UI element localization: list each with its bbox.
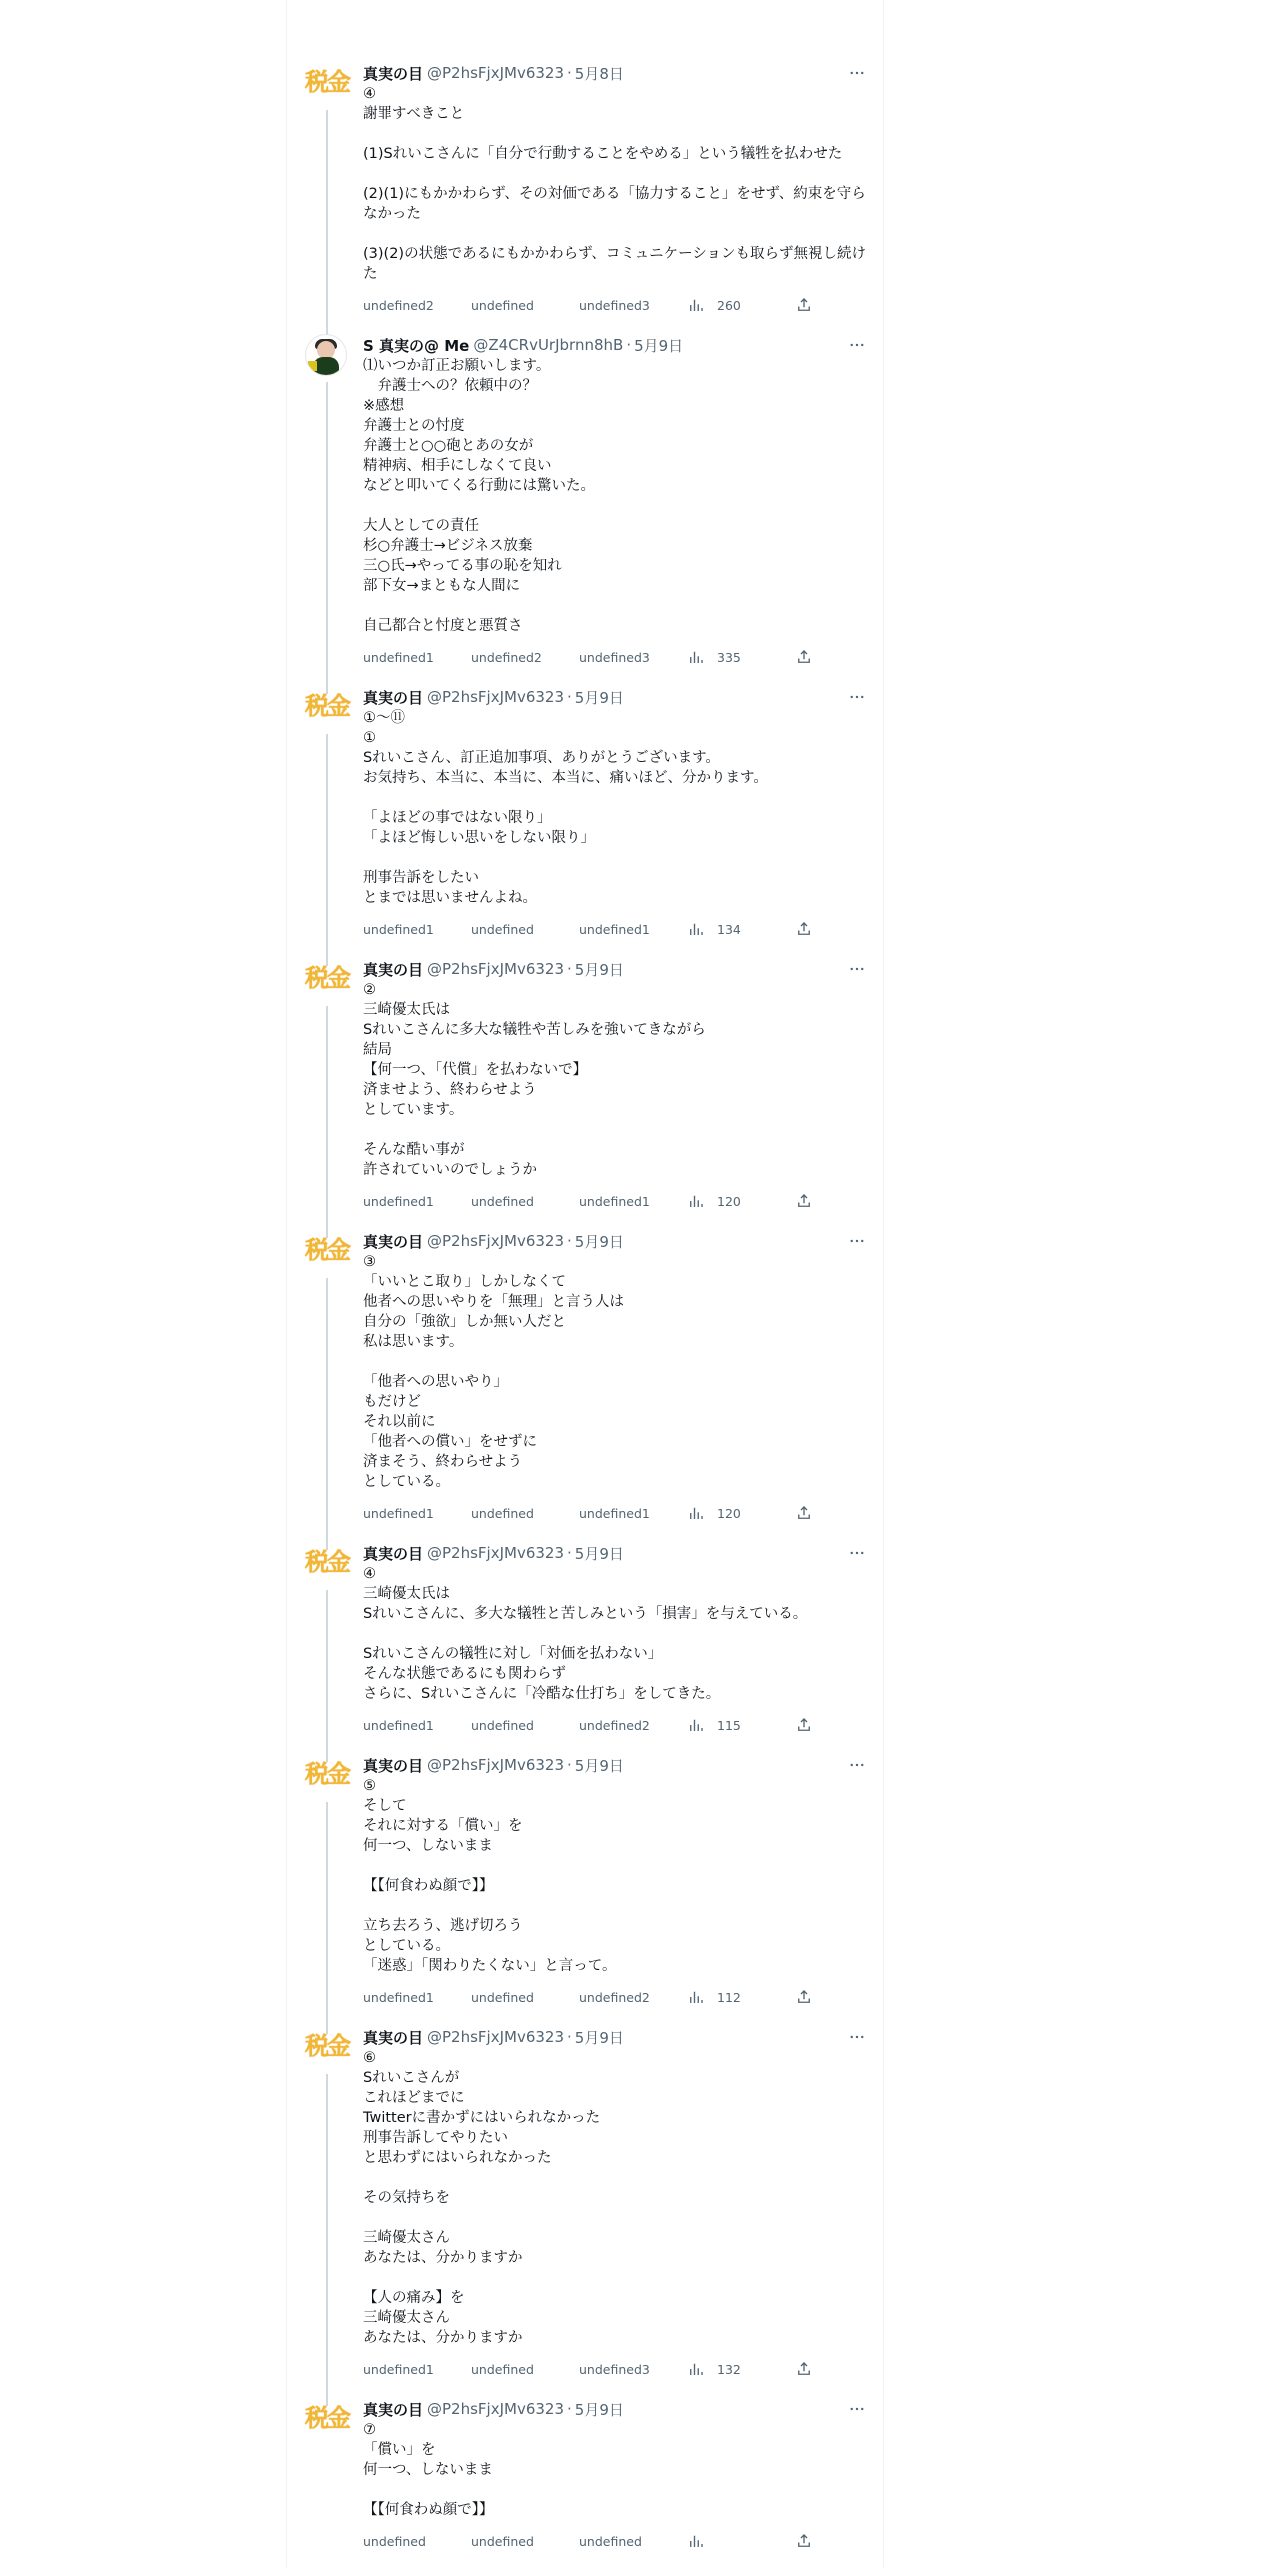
tweet[interactable] (287, 958, 883, 1230)
like-button[interactable] (579, 2362, 687, 2377)
tweet-date[interactable]: 5月9日 (574, 1756, 624, 1775)
share-button[interactable] (795, 920, 825, 938)
like-icon: undefined (579, 1989, 642, 2005)
retweet-icon: undefined (471, 297, 534, 313)
dot-separator: · (567, 2028, 572, 2046)
avatar[interactable] (301, 2398, 353, 2450)
share-icon (795, 296, 825, 314)
tweet-text: ⑤ そして それに対する「償い」を 何一つ、しないまま 【【何食わぬ顔で】】 立ち去ろう、逃げ切ろう としている。 「迷惑」「関わりたくない」と言って。 (363, 1778, 617, 1974)
tweet-date[interactable]: 5月9日 (634, 336, 684, 355)
retweet-icon: undefined (471, 1193, 534, 1209)
more-options-icon[interactable] (847, 959, 867, 979)
views-button[interactable] (687, 2532, 795, 2550)
share-icon (795, 1504, 825, 1522)
retweet-button[interactable] (471, 1506, 579, 1521)
tweet-actions (363, 292, 867, 318)
tweet-text: ④ 謝罪すべきこと (1)Sれいこさんに「自分で行動することをやめる」という犠牲を払わせた (2)(1)にもかかわらず、その対価である「協力すること」をせず、約束を守らなかった (3)(2)の状態であるにもかかわらず、コミュニケーションも取らず無視し続けた (363, 86, 867, 282)
like-count: 3 (641, 649, 650, 665)
user-handle[interactable]: @P2hsFjxJMv6323 (427, 1544, 565, 1562)
reply-icon: undefined (363, 1989, 426, 2005)
like-button[interactable] (579, 1506, 687, 1521)
views-button[interactable] (687, 1716, 795, 1734)
views-count: 120 (717, 1193, 741, 1209)
share-button[interactable] (795, 1192, 825, 1210)
tweet-date[interactable]: 5月9日 (574, 2028, 624, 2047)
views-button[interactable] (687, 920, 795, 938)
like-count: 2 (641, 1989, 650, 2005)
dot-separator: · (567, 688, 572, 706)
like-icon: undefined (579, 297, 642, 313)
avatar[interactable] (301, 686, 353, 738)
share-icon (795, 1192, 825, 1210)
avatar-logo: 税金 (305, 1236, 349, 1264)
views-button[interactable] (687, 648, 795, 666)
share-icon (795, 920, 825, 938)
avatar[interactable] (301, 62, 353, 114)
like-button[interactable] (579, 1194, 687, 1209)
views-icon (687, 2532, 717, 2550)
tweet-text: ①～⑪ ① Sれいこさん、訂正追加事項、ありがとうございます。 お気持ち、本当に、本当に、本当に、痛いほど、分かります。 「よほどの事ではない限り」 「よほど悔しい思いをしない限り」 刑事告訴をしたい とまでは思いませんよね。 (363, 710, 768, 906)
user-handle[interactable]: @P2hsFjxJMv6323 (427, 1232, 565, 1250)
reply-button[interactable] (363, 1990, 471, 2005)
reply-icon: undefined (363, 2533, 426, 2549)
avatar[interactable] (301, 1230, 353, 1282)
views-button[interactable] (687, 1504, 795, 1522)
like-count: 1 (641, 1193, 650, 1209)
retweet-button[interactable] (471, 2362, 579, 2377)
avatar-photo (305, 334, 347, 376)
user-handle[interactable]: @P2hsFjxJMv6323 (427, 688, 565, 706)
views-count: 260 (717, 297, 741, 313)
views-button[interactable] (687, 2360, 795, 2378)
like-count: 1 (641, 1505, 650, 1521)
retweet-icon: undefined (471, 1989, 534, 2005)
views-icon (687, 648, 717, 666)
tweet-text: ④ 三崎優太氏は Sれいこさんに、多大な犠牲と苦しみという「損害」を与えている。 Sれいこさんの犠牲に対し「対価を払わない」 そんな状態であるにも関わらず さらに、Sれいこさんに「冷酷な仕打ち」をしてきた。 (363, 1566, 808, 1702)
tweet[interactable] (287, 1542, 883, 1754)
avatar[interactable] (301, 958, 353, 1010)
avatar[interactable] (301, 1542, 353, 1594)
tweet-actions (363, 916, 867, 942)
retweet-icon: undefined (471, 2533, 534, 2549)
reply-count: 1 (425, 1505, 434, 1521)
retweet-button[interactable] (471, 1718, 579, 1733)
more-options-icon[interactable] (847, 1755, 867, 1775)
retweet-button[interactable] (471, 1990, 579, 2005)
display-name[interactable]: 真実の目 (363, 2400, 424, 2419)
tweet[interactable] (287, 334, 883, 686)
more-options-icon[interactable] (847, 687, 867, 707)
dot-separator: · (567, 1756, 572, 1774)
tweet-date[interactable]: 5月9日 (574, 960, 624, 979)
avatar[interactable] (301, 2026, 353, 2078)
tweet-text: ⑥ Sれいこさんが これほどまでに Twitterに書かずにはいられなかった 刑事告訴してやりたい と思わずにはいられなかった その気持ちを 三崎優太さん あなたは、分かりますか 【人の痛み】を 三崎優太さん あなたは、分かりますか (363, 2050, 601, 2346)
views-icon (687, 2360, 717, 2378)
tweet-actions (363, 1984, 867, 2010)
share-button[interactable] (795, 1988, 825, 2006)
more-options-icon[interactable] (847, 1231, 867, 1251)
retweet-button[interactable] (471, 1194, 579, 1209)
reply-button[interactable] (363, 1718, 471, 1733)
reply-count: 1 (425, 1193, 434, 1209)
user-handle[interactable]: @P2hsFjxJMv6323 (427, 2028, 565, 2046)
reply-icon: undefined (363, 921, 426, 937)
tweet-actions (363, 1500, 867, 1526)
display-name[interactable]: 真実の目 (363, 688, 424, 707)
share-icon (795, 2532, 825, 2550)
display-name[interactable]: 真実の目 (363, 1756, 424, 1775)
share-icon (795, 2360, 825, 2378)
views-count: 115 (717, 1717, 741, 1733)
retweet-button[interactable] (471, 650, 579, 665)
views-button[interactable] (687, 1988, 795, 2006)
tweet-date[interactable]: 5月9日 (574, 2400, 624, 2419)
reply-icon: undefined (363, 1193, 426, 1209)
dot-separator: · (567, 64, 572, 82)
reply-icon: undefined (363, 2361, 426, 2377)
tweet[interactable] (287, 62, 883, 334)
views-icon (687, 1192, 717, 1210)
thread-connector (326, 1590, 328, 1762)
tweet-actions (363, 644, 867, 670)
like-button[interactable] (579, 922, 687, 937)
tweet[interactable] (287, 1754, 883, 2026)
more-options-icon[interactable] (847, 1543, 867, 1563)
like-count: 1 (641, 921, 650, 937)
share-icon (795, 1716, 825, 1734)
retweet-icon: undefined (471, 1717, 534, 1733)
share-button[interactable] (795, 1716, 825, 1734)
reply-icon: undefined (363, 1717, 426, 1733)
like-icon: undefined (579, 649, 642, 665)
thread-connector (326, 1278, 328, 1550)
like-icon: undefined (579, 1717, 642, 1733)
user-handle[interactable]: @P2hsFjxJMv6323 (427, 64, 565, 82)
display-name[interactable]: S 真実の@ Me (363, 336, 470, 355)
dot-separator: · (567, 960, 572, 978)
dot-separator: · (567, 2400, 572, 2418)
thread-connector (326, 382, 328, 694)
views-icon (687, 1988, 717, 2006)
tweet[interactable] (287, 2398, 883, 2568)
user-handle[interactable]: @P2hsFjxJMv6323 (427, 2400, 565, 2418)
dot-separator: · (567, 1232, 572, 1250)
avatar-logo: 税金 (305, 1548, 349, 1576)
reply-count: 1 (425, 921, 434, 937)
display-name[interactable]: 真実の目 (363, 1544, 424, 1563)
tweet-text: ③ 「いいとこ取り」しかしなくて 他者への思いやりを「無理」と言う人は 自分の「強欲」しか無い人だと 私は思います。 「他者への思いやり」 もだけど それ以前に 「他者への償い」をせずに 済まそう、終わらせよう としている。 (363, 1254, 624, 1490)
like-button[interactable] (579, 1718, 687, 1733)
views-icon (687, 296, 717, 314)
tweet-actions (363, 2528, 867, 2554)
reply-count: 1 (425, 1989, 434, 2005)
share-button[interactable] (795, 2360, 825, 2378)
like-count: 2 (641, 1717, 650, 1733)
thread-connector (326, 110, 328, 342)
like-icon: undefined (579, 2361, 642, 2377)
views-count: 335 (717, 649, 741, 665)
retweet-icon: undefined (471, 2361, 534, 2377)
views-button[interactable] (687, 296, 795, 314)
reply-icon: undefined (363, 649, 426, 665)
display-name[interactable]: 真実の目 (363, 2028, 424, 2047)
tweet[interactable] (287, 1230, 883, 1542)
retweet-button[interactable] (471, 298, 579, 313)
avatar[interactable] (301, 334, 353, 386)
retweet-icon: undefined (471, 1505, 534, 1521)
reply-button[interactable] (363, 2362, 471, 2377)
user-handle[interactable]: @P2hsFjxJMv6323 (427, 960, 565, 978)
tweet[interactable] (287, 2026, 883, 2398)
tweet-text: ⑦ 「償い」を 何一つ、しないまま 【【何食わぬ顔で】】 (363, 2422, 494, 2518)
like-count: 3 (641, 2361, 650, 2377)
retweet-count: 2 (533, 649, 542, 665)
like-button[interactable] (579, 650, 687, 665)
reply-count: 1 (425, 2361, 434, 2377)
reply-button[interactable] (363, 1194, 471, 1209)
share-icon (795, 1988, 825, 2006)
tweet-date[interactable]: 5月8日 (574, 64, 624, 83)
like-count: 3 (641, 297, 650, 313)
reply-button[interactable] (363, 1506, 471, 1521)
display-name[interactable]: 真実の目 (363, 64, 424, 83)
avatar-logo: 税金 (305, 1760, 349, 1788)
reply-button[interactable] (363, 922, 471, 937)
reply-count: 2 (425, 297, 434, 313)
more-options-icon[interactable] (847, 335, 867, 355)
user-handle[interactable]: @Z4CRvUrJbrnn8hB (473, 336, 624, 354)
avatar-logo: 税金 (305, 2404, 349, 2432)
user-handle[interactable]: @P2hsFjxJMv6323 (427, 1756, 565, 1774)
like-icon: undefined (579, 921, 642, 937)
dot-separator: · (626, 336, 632, 354)
avatar-logo: 税金 (305, 692, 349, 720)
thread-connector (326, 2074, 328, 2406)
avatar[interactable] (301, 1754, 353, 1806)
reply-count: 1 (425, 1717, 434, 1733)
display-name[interactable]: 真実の目 (363, 1232, 424, 1251)
views-icon (687, 1504, 717, 1522)
views-count: 120 (717, 1505, 741, 1521)
share-icon (795, 648, 825, 666)
avatar-logo: 税金 (305, 2032, 349, 2060)
reply-button[interactable] (363, 650, 471, 665)
tweet-date[interactable]: 5月9日 (574, 1544, 624, 1563)
more-options-icon[interactable] (847, 63, 867, 83)
more-options-icon[interactable] (847, 2027, 867, 2047)
views-button[interactable] (687, 1192, 795, 1210)
tweet-text: ⑴いつか訂正お願いします。 弁護士への？依頼中の？ ※感想 弁護士との忖度 弁護士と○○砲とあの女が 精神病、相手にしなくて良い などと叩いてくる行動には驚いた。 大人としての責任 杉○弁護士→ビジネス放棄 三○氏→やってる事の恥を知れ 部下女→まともな人間に 自己都合と忖度と悪質さ (363, 358, 595, 634)
tweet-date[interactable]: 5月9日 (574, 688, 624, 707)
views-icon (687, 1716, 717, 1734)
timeline-column (286, 0, 884, 2568)
share-button[interactable] (795, 296, 825, 314)
views-count: 134 (717, 921, 741, 937)
views-count: 132 (717, 2361, 741, 2377)
reply-button[interactable] (363, 298, 471, 313)
share-button[interactable] (795, 2532, 825, 2550)
dot-separator: · (567, 1544, 572, 1562)
retweet-icon: undefined (471, 649, 534, 665)
tweet-thread (287, 0, 883, 2568)
tweet-text: ② 三崎優太氏は Sれいこさんに多大な犠牲や苦しみを強いてきながら 結局 【何一つ、「代償」を払わないで】 済ませよう、終わらせよう としています。 そんな酷い事が 許されていいのでしょうか (363, 982, 706, 1178)
share-button[interactable] (795, 648, 825, 666)
retweet-icon: undefined (471, 921, 534, 937)
share-button[interactable] (795, 1504, 825, 1522)
like-icon: undefined (579, 1193, 642, 1209)
tweet-actions (363, 2356, 867, 2382)
tweet-actions (363, 1712, 867, 1738)
avatar-logo: 税金 (305, 68, 349, 96)
like-button[interactable] (579, 298, 687, 313)
avatar-logo: 税金 (305, 964, 349, 992)
thread-connector (326, 1006, 328, 1238)
like-button[interactable] (579, 2534, 687, 2549)
thread-connector (326, 1802, 328, 2034)
views-icon (687, 920, 717, 938)
tweet[interactable] (287, 686, 883, 958)
tweet-date[interactable]: 5月9日 (574, 1232, 624, 1251)
views-count: 112 (717, 1989, 741, 2005)
retweet-button[interactable] (471, 2534, 579, 2549)
like-icon: undefined (579, 1505, 642, 1521)
retweet-button[interactable] (471, 922, 579, 937)
display-name[interactable]: 真実の目 (363, 960, 424, 979)
reply-count: 1 (425, 649, 434, 665)
tweet-actions (363, 1188, 867, 1214)
reply-button[interactable] (363, 2534, 471, 2549)
like-button[interactable] (579, 1990, 687, 2005)
reply-icon: undefined (363, 297, 426, 313)
reply-icon: undefined (363, 1505, 426, 1521)
more-options-icon[interactable] (847, 2399, 867, 2419)
thread-connector (326, 734, 328, 966)
like-icon: undefined (579, 2533, 642, 2549)
